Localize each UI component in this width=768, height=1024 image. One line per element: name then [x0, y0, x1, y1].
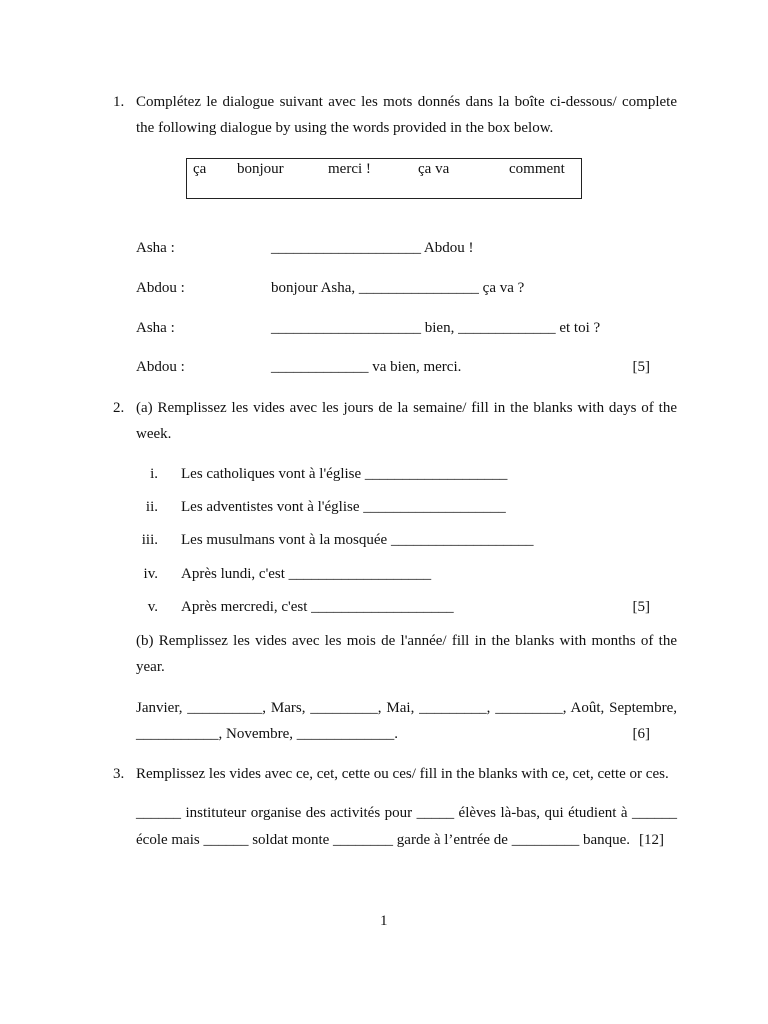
question-1-number: 1.: [113, 94, 125, 110]
item-numeral: i.: [150, 466, 158, 482]
item-numeral: ii.: [145, 499, 158, 515]
question-3-marks: [12]: [639, 832, 664, 848]
fill-in-item: Après mercredi, c'est ___________________: [181, 599, 454, 615]
dialogue-line: _____________ va bien, merci.: [271, 359, 462, 375]
dialogue-line: bonjour Asha, ________________ ça va ?: [271, 280, 525, 296]
question-3-instruction: Remplissez les vides avec ce, cet, cette ou ces/ fill in the blanks with ce, cet, cette or ces.: [136, 766, 669, 782]
item-numeral: iv.: [143, 566, 158, 582]
dialogue-speaker: Abdou :: [136, 359, 185, 375]
question-1-instruction: Complétez le dialogue suivant avec les mots donnés dans la boîte ci-dessous/ complete the following dialogue by using the words provided in the box below.: [136, 94, 677, 136]
question-2b-marks: [6]: [632, 726, 650, 742]
item-numeral: v.: [147, 599, 158, 615]
dialogue-line: ____________________ bien, _____________ et toi ?: [271, 320, 601, 336]
question-2-number: 2.: [113, 400, 125, 416]
word-box: [186, 158, 582, 199]
fill-in-item: Les adventistes vont à l'église ___________________: [181, 499, 506, 515]
question-2a-instruction: (a) Remplissez les vides avec les jours de la semaine/ fill in the blanks with days of the week.: [136, 400, 677, 442]
word-box-item: bonjour: [237, 161, 284, 177]
word-box-item: ça va: [418, 161, 450, 177]
fill-in-item: Après lundi, c'est ___________________: [181, 566, 432, 582]
word-box-item: ça: [193, 161, 207, 177]
page-number: 1: [380, 913, 388, 929]
fill-in-item: Les catholiques vont à l'église ___________________: [181, 466, 508, 482]
question-3-line-1: ______ instituteur organise des activités pour _____ élèves là-bas, qui étudient à ______: [136, 805, 677, 821]
word-box-item: merci !: [328, 161, 371, 177]
word-box-item: comment: [509, 161, 565, 177]
fill-in-item: Les musulmans vont à la mosquée ___________________: [181, 532, 534, 548]
item-numeral: iii.: [141, 532, 158, 548]
months-line-1: Janvier, __________, Mars, _________, Mai, _________, _________, Août, Septembre,: [136, 700, 677, 716]
dialogue-speaker: Asha :: [136, 240, 175, 256]
dialogue-speaker: Asha :: [136, 320, 175, 336]
question-2a-marks: [5]: [632, 599, 650, 615]
question-3-number: 3.: [113, 766, 125, 782]
question-3-line-2: école mais ______ soldat monte ________ garde à l’entrée de _________ banque.: [136, 832, 631, 848]
dialogue-line: ____________________ Abdou !: [271, 240, 474, 256]
question-2b-instruction: (b) Remplissez les vides avec les mois de l'année/ fill in the blanks with months of the year.: [136, 633, 677, 675]
question-1-marks: [5]: [632, 359, 650, 375]
dialogue-speaker: Abdou :: [136, 280, 185, 296]
months-line-2: ___________, Novembre, _____________.: [136, 726, 399, 742]
